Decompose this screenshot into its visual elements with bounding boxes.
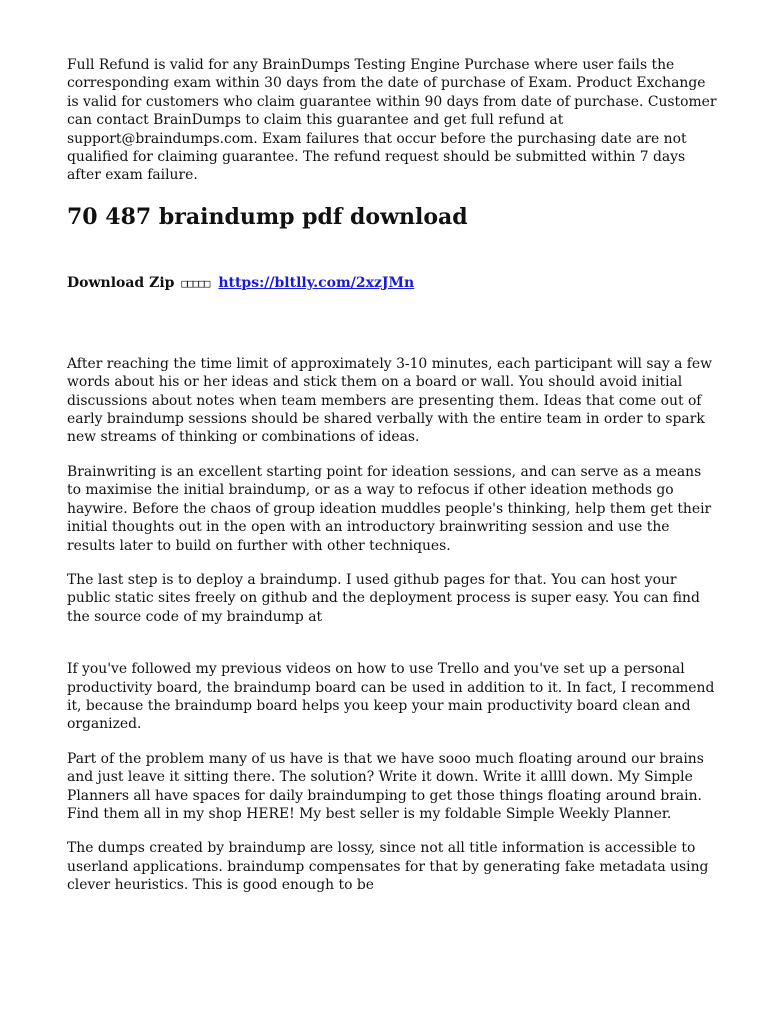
intro-paragraph: Full Refund is valid for any BrainDumps Testing Engine Purchase where user fails the corresponding exam within 30 days from the date of purchase of Exam. Product Exchange is valid for customers who claim guarantee within 90 days from date of purchase. Customer can contact BrainDumps to claim this guarantee and get full refund at support@braindumps.com. Exam failures that occur before the purchasing date are not qualified for claiming guarantee. The refund request should be submitted within 7 days after exam failure. [67,57,717,184]
page-title: 70 487 braindump pdf download [67,203,468,230]
body-paragraph: After reaching the time limit of approximately 3-10 minutes, each participant will say a few words about his or her ideas and stick them on a board or wall. You should avoid initial discussions about notes when team members are presenting them. Ideas that come out of early braindump sessions should be shared verbally with the entire team in order to spark new streams of thinking or combinations of ideas. [67,355,713,446]
download-line [67,274,717,293]
body-paragraph: Brainwriting is an excellent starting point for ideation sessions, and can serve as a means to maximise the initial braindump, or as a way to refocus if other ideation methods go haywire. Before the chaos of group ideation muddles people's thinking, help them get their initial thoughts out in the open with an introductory brainwriting session and use the results later to build on further with other techniques. [67,463,712,554]
body-paragraph: The last step is to deploy a braindump. I used github pages for that. You can host your public static sites freely on github and the deployment process is super easy. You can find the source code of my braindump at [67,571,700,625]
body-paragraph: If you've followed my previous videos on how to use Trello and you've set up a personal productivity board, the braindump board can be used in addition to it. In fact, I recommend it, because the braindump board helps you keep your main productivity board clean and organized. [67,661,715,733]
missing-glyph-boxes: □□□□□ [181,276,210,290]
download-link[interactable]: https://bltlly.com/2xzJMn [218,274,415,291]
download-label: Download Zip [67,274,175,291]
body-paragraph: Part of the problem many of us have is that we have sooo much floating around our brains and just leave it sitting there. The solution? Write it down. Write it allll down. My Simple Planners all have spaces for daily braindumping to get those things floating around brain. Find them all in my shop HERE! My best seller is my foldable Simple Weekly Planner. [67,750,704,822]
document-content [67,56,717,895]
body-paragraph: The dumps created by braindump are lossy, since not all title information is accessible to userland applications. braindump compensates for that by generating fake metadata using clever heuristics. This is good enough to be [67,840,709,894]
